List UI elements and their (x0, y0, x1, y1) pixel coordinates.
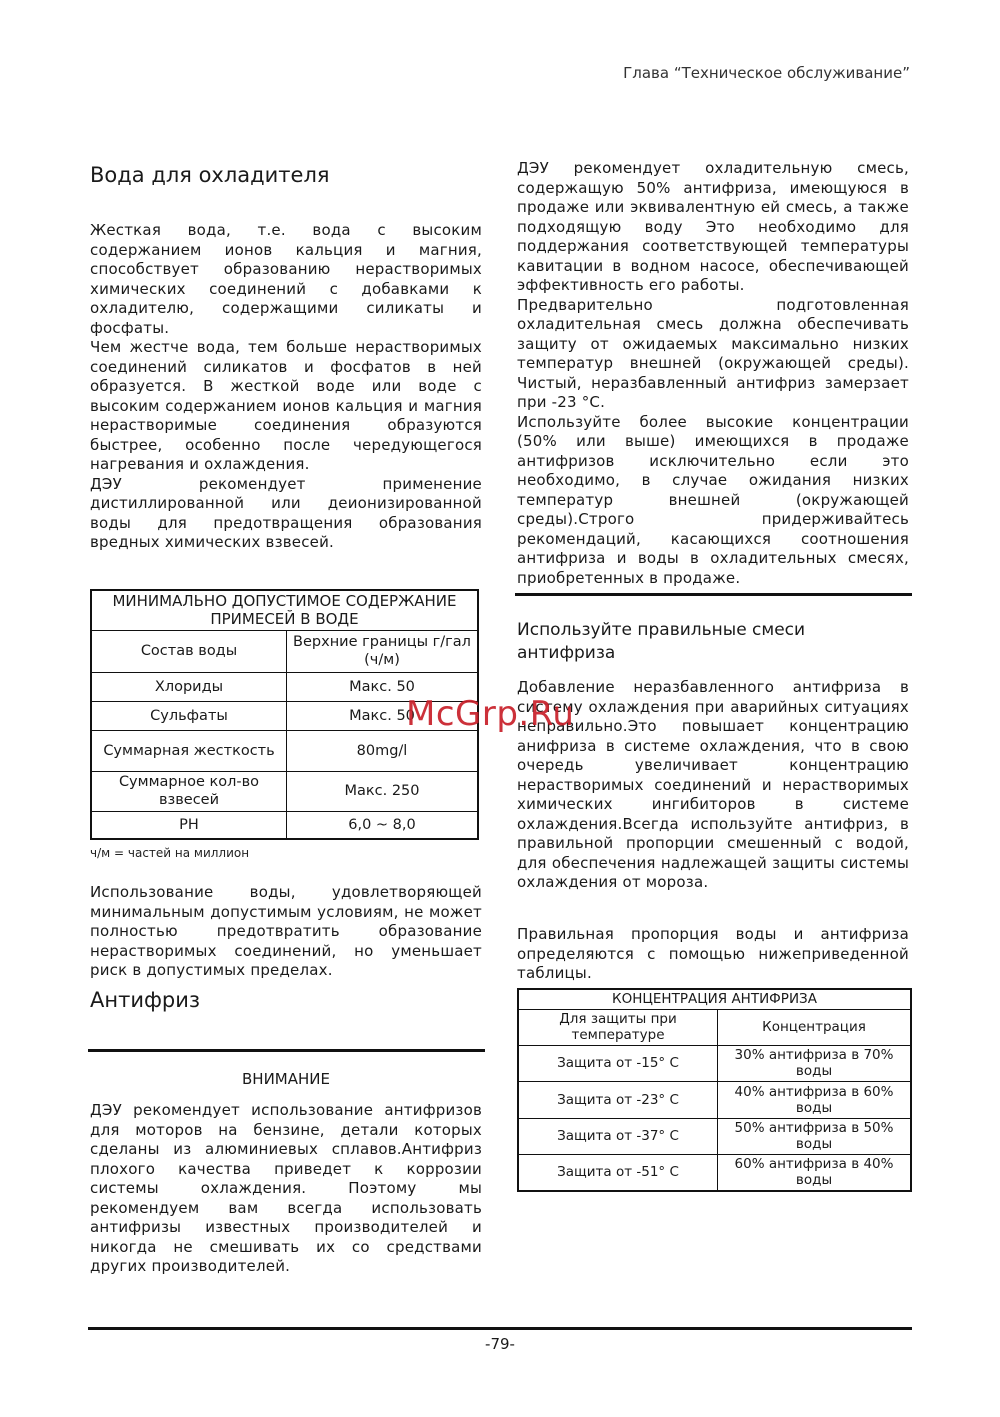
paragraph-high-concentration: Используйте более высокие концентрации (50% или выше) имеющихся в продаже антифризов исключительно если это необходимо, в случае ожидания низких температур внешней (окружающей среды).Строго придерживайтесь рекомендаций, касающихся соотношения антифриза и воды в охладительных смесях, приобретенных в продаже. (517, 412, 909, 587)
paragraph-undiluted: Добавление неразбавленного антифриза в систему охлаждения при аварийных ситуациях неправильно.Это повышает концентрацию анифриза в системе охлаждения, что в свою очередь увеличивает концентрацию нерастворимых соединений и нерастворимых химических ингибиторов в системе охлаждения.Всегда используйте антифриз, в правильной пропорции смешенный с водой, для обеспечения надлежащей защиты системы охлаждения от мороза. (517, 678, 909, 891)
impurity-name: Суммарное кол-во взвесей (91, 771, 287, 811)
warning-label: ВНИМАНИЕ (242, 1070, 330, 1088)
concentration-value: 50% антифриза в 50% воды (718, 1118, 912, 1154)
chapter-header: Глава “Техническое обслуживание” (623, 64, 910, 82)
divider (515, 593, 912, 596)
impurity-value: 80mg/l (287, 730, 479, 771)
antifreeze-col-concentration: Концентрация (718, 1009, 912, 1045)
protection-temp: Защита от -37° С (518, 1118, 718, 1154)
protection-temp: Защита от -23° С (518, 1081, 718, 1118)
concentration-value: 40% антифриза в 60% воды (718, 1081, 912, 1118)
impurity-name: Хлориды (91, 672, 287, 701)
right-intro (517, 159, 909, 588)
impurity-value: Макс. 50 (287, 701, 479, 730)
paragraph-coolant-mix: ДЭУ рекомендует охладительную смесь, содержащую 50% антифриза, имеющуюся в продаже или эквивалентную ей смесь, а также подходящую воду Это необходимо для поддержания соответствующей температуры кавитации в водном насосе, обеспечивающей эффективность его работы. (517, 159, 909, 294)
paragraph-premixed: Предварительно подготовленная охладительная смесь должна обеспечивать защиту от ожидаемых максимально низких температур внешней (окружающей среды). Чистый, неразбавленный антифриз замерзает при -23 °С. (517, 295, 909, 411)
protection-temp: Защита от -15° С (518, 1045, 718, 1081)
divider (88, 1049, 485, 1052)
impurity-name: Суммарная жесткость (91, 730, 287, 771)
page-number: -79- (485, 1335, 515, 1353)
footer-divider (88, 1327, 912, 1330)
impurity-name: PH (91, 811, 287, 839)
concentration-value: 30% антифриза в 70% воды (718, 1045, 912, 1081)
impurity-value: 6,0 ~ 8,0 (287, 811, 479, 839)
protection-temp: Защита от -51° С (518, 1154, 718, 1191)
paragraph-proportion: Правильная пропорция воды и антифриза определяются с помощью нижеприведенной таблицы. (517, 925, 909, 982)
impurities-col-limits: Верхние границы г/гал (ч/м) (287, 630, 479, 672)
paragraph-water-usage: Использование воды, удовлетворяющей минимальным допустимым условиям, не может полностью предотвратить образование нерастворимых соединений, но уменьшает риск в допустимых пределах. (90, 883, 482, 979)
watermark-logo: McGrp.Ru (406, 694, 575, 734)
paragraph-harder-water: Чем жестче вода, тем больше нерастворимых соединений силикатов и фосфатов в ней образуется. В жесткой воде или воде с высоким содержанием ионов кальция и магния нерастворимые соединения образуются быстрее, особенно после чередующегося нагревания и охлаждения. (90, 338, 482, 473)
antifreeze-table (517, 988, 912, 1192)
impurities-col-composition: Состав воды (91, 630, 287, 672)
antifreeze-table-title: КОНЦЕНТРАЦИЯ АНТИФРИЗА (518, 989, 911, 1009)
impurity-name: Сульфаты (91, 701, 287, 730)
section-title-antifreeze: Антифриз (90, 988, 201, 1012)
section-title-water: Вода для охладителя (90, 163, 330, 187)
section-title-mixes: Используйте правильные смеси антифриза (517, 620, 806, 663)
impurities-table-title: МИНИМАЛЬНО ДОПУСТИМОЕ СОДЕРЖАНИЕ ПРИМЕСЕЙ В ВОДЕ (91, 590, 478, 630)
impurity-value: Макс. 250 (287, 771, 479, 811)
paragraph-warning: ДЭУ рекомендует использование антифризов для моторов на бензине, детали которых сделаны из алюминиевых сплавов.Антифриз плохого качества приведет к коррозии системы охлаждения. Поэтому мы рекомендуем вам всегда использовать антифризы известных производителей и никогда не смешивать их со средствами других производителей. (90, 1101, 482, 1275)
table-footnote: ч/м = частей на миллион (90, 846, 250, 860)
antifreeze-col-temp: Для защиты при температуре (518, 1009, 718, 1045)
left-intro (90, 221, 482, 553)
impurity-value: Макс. 50 (287, 672, 479, 701)
concentration-value: 60% антифриза в 40% воды (718, 1154, 912, 1191)
paragraph-hard-water: Жесткая вода, т.е. вода с высоким содержанием ионов кальция и магния, способствует образованию нерастворимых химических соединений с добавками к охладителю, содержащими силикаты и фосфаты. (90, 221, 482, 337)
paragraph-daewoo-distilled: ДЭУ рекомендует применение дистиллированной или деионизированной воды для предотвращения образования вредных химических взвесей. (90, 474, 482, 551)
